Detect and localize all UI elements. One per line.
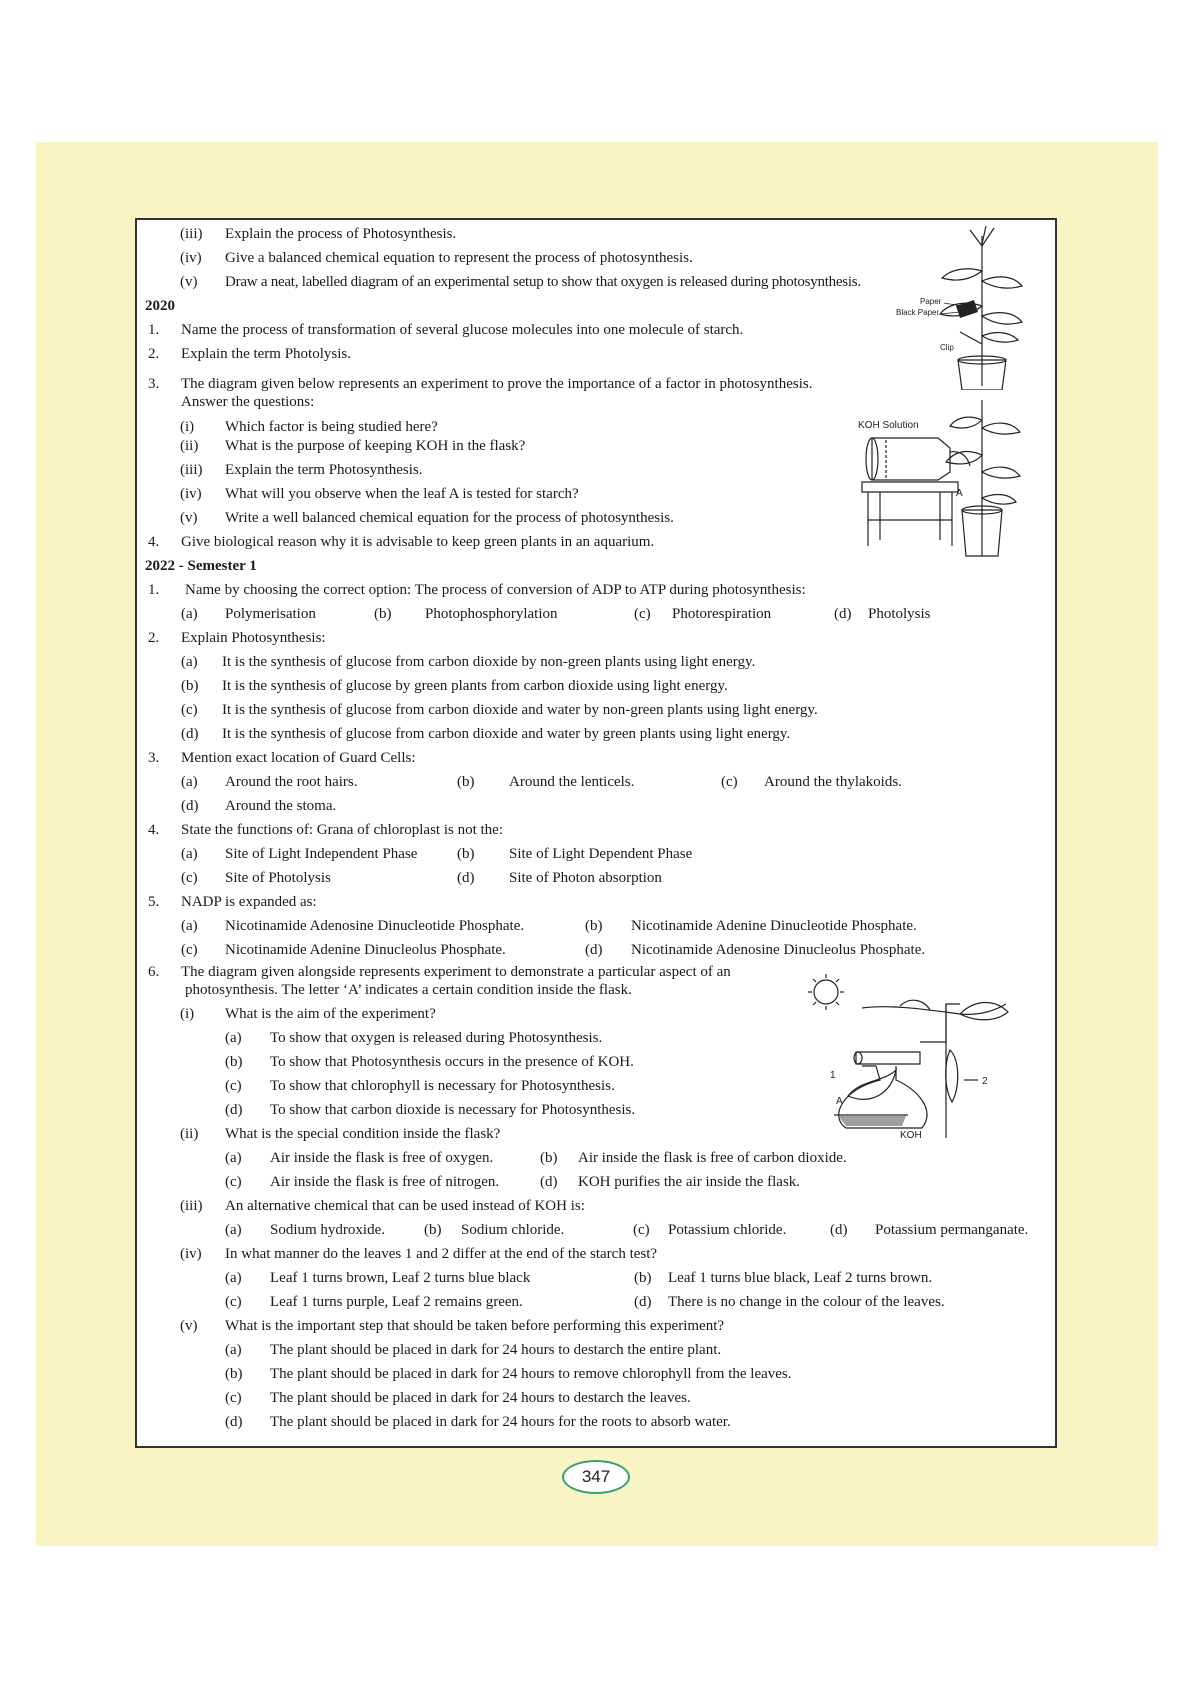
q2020-4-text: Give biological reason why it is advisable to keep green plants in an aquarium. <box>181 534 655 550</box>
opt-key: (b) <box>457 774 475 790</box>
q6-iv-text: In what manner do the leaves 1 and 2 differ at the end of the starch test? <box>225 1246 658 1262</box>
q2022-2-text: Explain Photosynthesis: <box>181 630 326 646</box>
opt-value: To show that Photosynthesis occurs in the presence of KOH. <box>270 1054 634 1070</box>
opt-key: (d) <box>225 1102 243 1118</box>
label-paper: Paper <box>920 297 942 306</box>
figure-koh-flask-experiment <box>858 400 1028 558</box>
opt-key: (a) <box>225 1150 242 1166</box>
q2020-3-sub-num: (v) <box>180 510 198 526</box>
q6-ii-text: What is the special condition inside the flask? <box>225 1126 501 1142</box>
q2020-4-num: 4. <box>148 534 160 550</box>
opt-value: KOH purifies the air inside the flask. <box>578 1174 801 1190</box>
opt-key: (a) <box>181 606 198 622</box>
sun-icon <box>808 974 844 1010</box>
opt-value: Leaf 1 turns blue black, Leaf 2 turns brown. <box>668 1270 933 1286</box>
page-number-badge: 347 <box>562 1460 630 1494</box>
opt-value: Potassium permanganate. <box>875 1222 1029 1238</box>
opt-value: The plant should be placed in dark for 24 hours to destarch the leaves. <box>270 1390 691 1406</box>
q6-ii-num: (ii) <box>180 1126 199 1142</box>
opt-value: Site of Photolysis <box>225 870 331 886</box>
opt-key: (c) <box>634 606 651 622</box>
opt-value: Photorespiration <box>672 606 772 622</box>
q2020-3-sub-text: What will you observe when the leaf A is tested for starch? <box>225 486 579 502</box>
opt-key: (b) <box>457 846 475 862</box>
figure-leaf-in-flask <box>800 970 1020 1140</box>
opt-key: (c) <box>181 942 198 958</box>
opt-value: Nicotinamide Adenine Dinucleotide Phosphate. <box>631 918 917 934</box>
opt-value: Polymerisation <box>225 606 316 622</box>
opt-key: (a) <box>225 1342 242 1358</box>
q2020-3-sub-text: Write a well balanced chemical equation for the process of photosynthesis. <box>225 510 674 526</box>
q2022-6-text: The diagram given alongside represents experiment to demonstrate a particular aspect of an <box>181 964 731 980</box>
opt-key: (a) <box>181 774 198 790</box>
opt-key: (a) <box>225 1222 242 1238</box>
opt-key: (d) <box>830 1222 848 1238</box>
opt-value: Nicotinamide Adenosine Dinucleotide Phosphate. <box>225 918 525 934</box>
prev-item-iii-text: Explain the process of Photosynthesis. <box>225 226 457 242</box>
q2022-5-num: 5. <box>148 894 160 910</box>
q2020-3-sub-num: (iii) <box>180 462 203 478</box>
opt-value: It is the synthesis of glucose from carbon dioxide by non-green plants using light energy. <box>222 654 756 670</box>
opt-value: Air inside the flask is free of carbon dioxide. <box>578 1150 847 1166</box>
prev-item-iv-num: (iv) <box>180 250 202 266</box>
opt-key: (c) <box>225 1390 242 1406</box>
q6-v-num: (v) <box>180 1318 198 1334</box>
prev-item-v-num: (v) <box>180 274 198 290</box>
q6-iii-num: (iii) <box>180 1198 203 1214</box>
opt-value: The plant should be placed in dark for 24 hours for the roots to absorb water. <box>270 1414 731 1430</box>
opt-value: The plant should be placed in dark for 24 hours to destarch the entire plant. <box>270 1342 722 1358</box>
label-koh: KOH <box>900 1130 922 1140</box>
q2020-2-num: 2. <box>148 346 160 362</box>
opt-value: Site of Photon absorption <box>509 870 662 886</box>
opt-value: To show that carbon dioxide is necessary for Photosynthesis. <box>270 1102 636 1118</box>
label-black-paper: Black Paper <box>896 308 940 317</box>
opt-key: (d) <box>181 798 199 814</box>
q2020-1-text: Name the process of transformation of several glucose molecules into one molecule of starch. <box>181 322 744 338</box>
opt-key: (c) <box>181 870 198 886</box>
q2020-3-sub-num: (i) <box>180 419 195 435</box>
opt-key: (a) <box>181 654 198 670</box>
opt-key: (b) <box>181 678 199 694</box>
opt-key: (c) <box>225 1174 242 1190</box>
opt-value: Photolysis <box>868 606 931 622</box>
prev-item-iii-num: (iii) <box>180 226 203 242</box>
q6-iv-num: (iv) <box>180 1246 202 1262</box>
label-leaf-a: A <box>956 488 963 499</box>
heading-2022: 2022 - Semester 1 <box>145 558 257 574</box>
q6-i-text: What is the aim of the experiment? <box>225 1006 436 1022</box>
q2020-3-text2: Answer the questions: <box>181 394 315 410</box>
label-clip: Clip <box>940 343 954 352</box>
q2020-2-text: Explain the term Photolysis. <box>181 346 351 362</box>
opt-key: (c) <box>225 1294 242 1310</box>
opt-key: (d) <box>225 1414 243 1430</box>
prev-item-iv-text: Give a balanced chemical equation to represent the process of photosynthesis. <box>225 250 693 266</box>
opt-key: (c) <box>225 1078 242 1094</box>
label-koh-solution: KOH Solution <box>858 420 919 431</box>
q6-v-text: What is the important step that should be taken before performing this experiment? <box>225 1318 725 1334</box>
q2020-3-text: The diagram given below represents an experiment to prove the importance of a factor in photosynthesis. <box>181 376 813 392</box>
opt-key: (b) <box>540 1150 558 1166</box>
opt-value: To show that oxygen is released during Photosynthesis. <box>270 1030 603 1046</box>
opt-key: (c) <box>633 1222 650 1238</box>
opt-key: (d) <box>585 942 603 958</box>
opt-value: To show that chlorophyll is necessary for Photosynthesis. <box>270 1078 615 1094</box>
q2022-4-num: 4. <box>148 822 160 838</box>
opt-value: There is no change in the colour of the leaves. <box>668 1294 945 1310</box>
opt-key: (d) <box>634 1294 652 1310</box>
opt-value: Around the root hairs. <box>225 774 358 790</box>
opt-key: (b) <box>225 1366 243 1382</box>
q2022-1-text: Name by choosing the correct option: The process of conversion of ADP to ATP during photosynthesis: <box>185 582 806 598</box>
q2022-3-num: 3. <box>148 750 160 766</box>
opt-value: Around the thylakoids. <box>764 774 902 790</box>
opt-key: (b) <box>585 918 603 934</box>
opt-value: Nicotinamide Adenosine Dinucleolus Phosphate. <box>631 942 926 958</box>
q2020-1-num: 1. <box>148 322 160 338</box>
opt-value: Around the lenticels. <box>509 774 635 790</box>
opt-value: The plant should be placed in dark for 24 hours to remove chlorophyll from the leaves. <box>270 1366 792 1382</box>
q2022-4-text: State the functions of: Grana of chloroplast is not the: <box>181 822 504 838</box>
opt-value: It is the synthesis of glucose from carbon dioxide and water by green plants using light energy. <box>222 726 791 742</box>
opt-key: (c) <box>721 774 738 790</box>
opt-value: It is the synthesis of glucose from carbon dioxide and water by non-green plants using light energy. <box>222 702 818 718</box>
opt-key: (a) <box>181 918 198 934</box>
opt-value: Sodium hydroxide. <box>270 1222 385 1238</box>
opt-value: Site of Light Dependent Phase <box>509 846 693 862</box>
q2020-3-sub-num: (ii) <box>180 438 199 454</box>
opt-value: Air inside the flask is free of nitrogen. <box>270 1174 500 1190</box>
label-leaf-1: 1 <box>830 1070 836 1081</box>
opt-value: Around the stoma. <box>225 798 337 814</box>
q6-iii-text: An alternative chemical that can be used instead of KOH is: <box>225 1198 585 1214</box>
opt-key: (b) <box>634 1270 652 1286</box>
opt-value: Site of Light Independent Phase <box>225 846 418 862</box>
q2022-3-text: Mention exact location of Guard Cells: <box>181 750 416 766</box>
opt-key: (a) <box>181 846 198 862</box>
opt-value: Air inside the flask is free of oxygen. <box>270 1150 494 1166</box>
opt-key: (c) <box>181 702 198 718</box>
opt-key: (a) <box>225 1030 242 1046</box>
opt-key: (d) <box>834 606 852 622</box>
q2020-3-sub-text: What is the purpose of keeping KOH in the flask? <box>225 438 526 454</box>
q2020-3-num: 3. <box>148 376 160 392</box>
q2022-6-text2: photosynthesis. The letter ‘A’ indicates a certain condition inside the flask. <box>185 982 632 998</box>
opt-key: (d) <box>540 1174 558 1190</box>
opt-key: (d) <box>181 726 199 742</box>
prev-item-v-text: Draw a neat, labelled diagram of an experimental setup to show that oxygen is released during photosynthesis. <box>225 274 861 290</box>
figure-plant-black-paper <box>890 226 1040 390</box>
opt-key: (b) <box>374 606 392 622</box>
opt-value: Sodium chloride. <box>461 1222 565 1238</box>
opt-value: Photophosphorylation <box>425 606 558 622</box>
q2020-3-sub-text: Which factor is being studied here? <box>225 419 438 435</box>
q2020-3-sub-num: (iv) <box>180 486 202 502</box>
q2022-6-num: 6. <box>148 964 160 980</box>
opt-key: (b) <box>225 1054 243 1070</box>
q2022-2-num: 2. <box>148 630 160 646</box>
q6-i-num: (i) <box>180 1006 195 1022</box>
label-flask-a: A <box>836 1096 843 1107</box>
q2022-1-num: 1. <box>148 582 160 598</box>
q2022-5-text: NADP is expanded as: <box>181 894 317 910</box>
opt-value: Leaf 1 turns purple, Leaf 2 remains green. <box>270 1294 523 1310</box>
opt-value: Potassium chloride. <box>668 1222 787 1238</box>
opt-value: Nicotinamide Adenine Dinucleolus Phosphate. <box>225 942 506 958</box>
opt-key: (b) <box>424 1222 442 1238</box>
heading-2020: 2020 <box>145 298 175 314</box>
opt-value: Leaf 1 turns brown, Leaf 2 turns blue black <box>270 1270 531 1286</box>
opt-key: (d) <box>457 870 475 886</box>
q2020-3-sub-text: Explain the term Photosynthesis. <box>225 462 423 478</box>
label-leaf-2: 2 <box>982 1076 988 1087</box>
opt-value: It is the synthesis of glucose by green plants from carbon dioxide using light energy. <box>222 678 728 694</box>
opt-key: (a) <box>225 1270 242 1286</box>
